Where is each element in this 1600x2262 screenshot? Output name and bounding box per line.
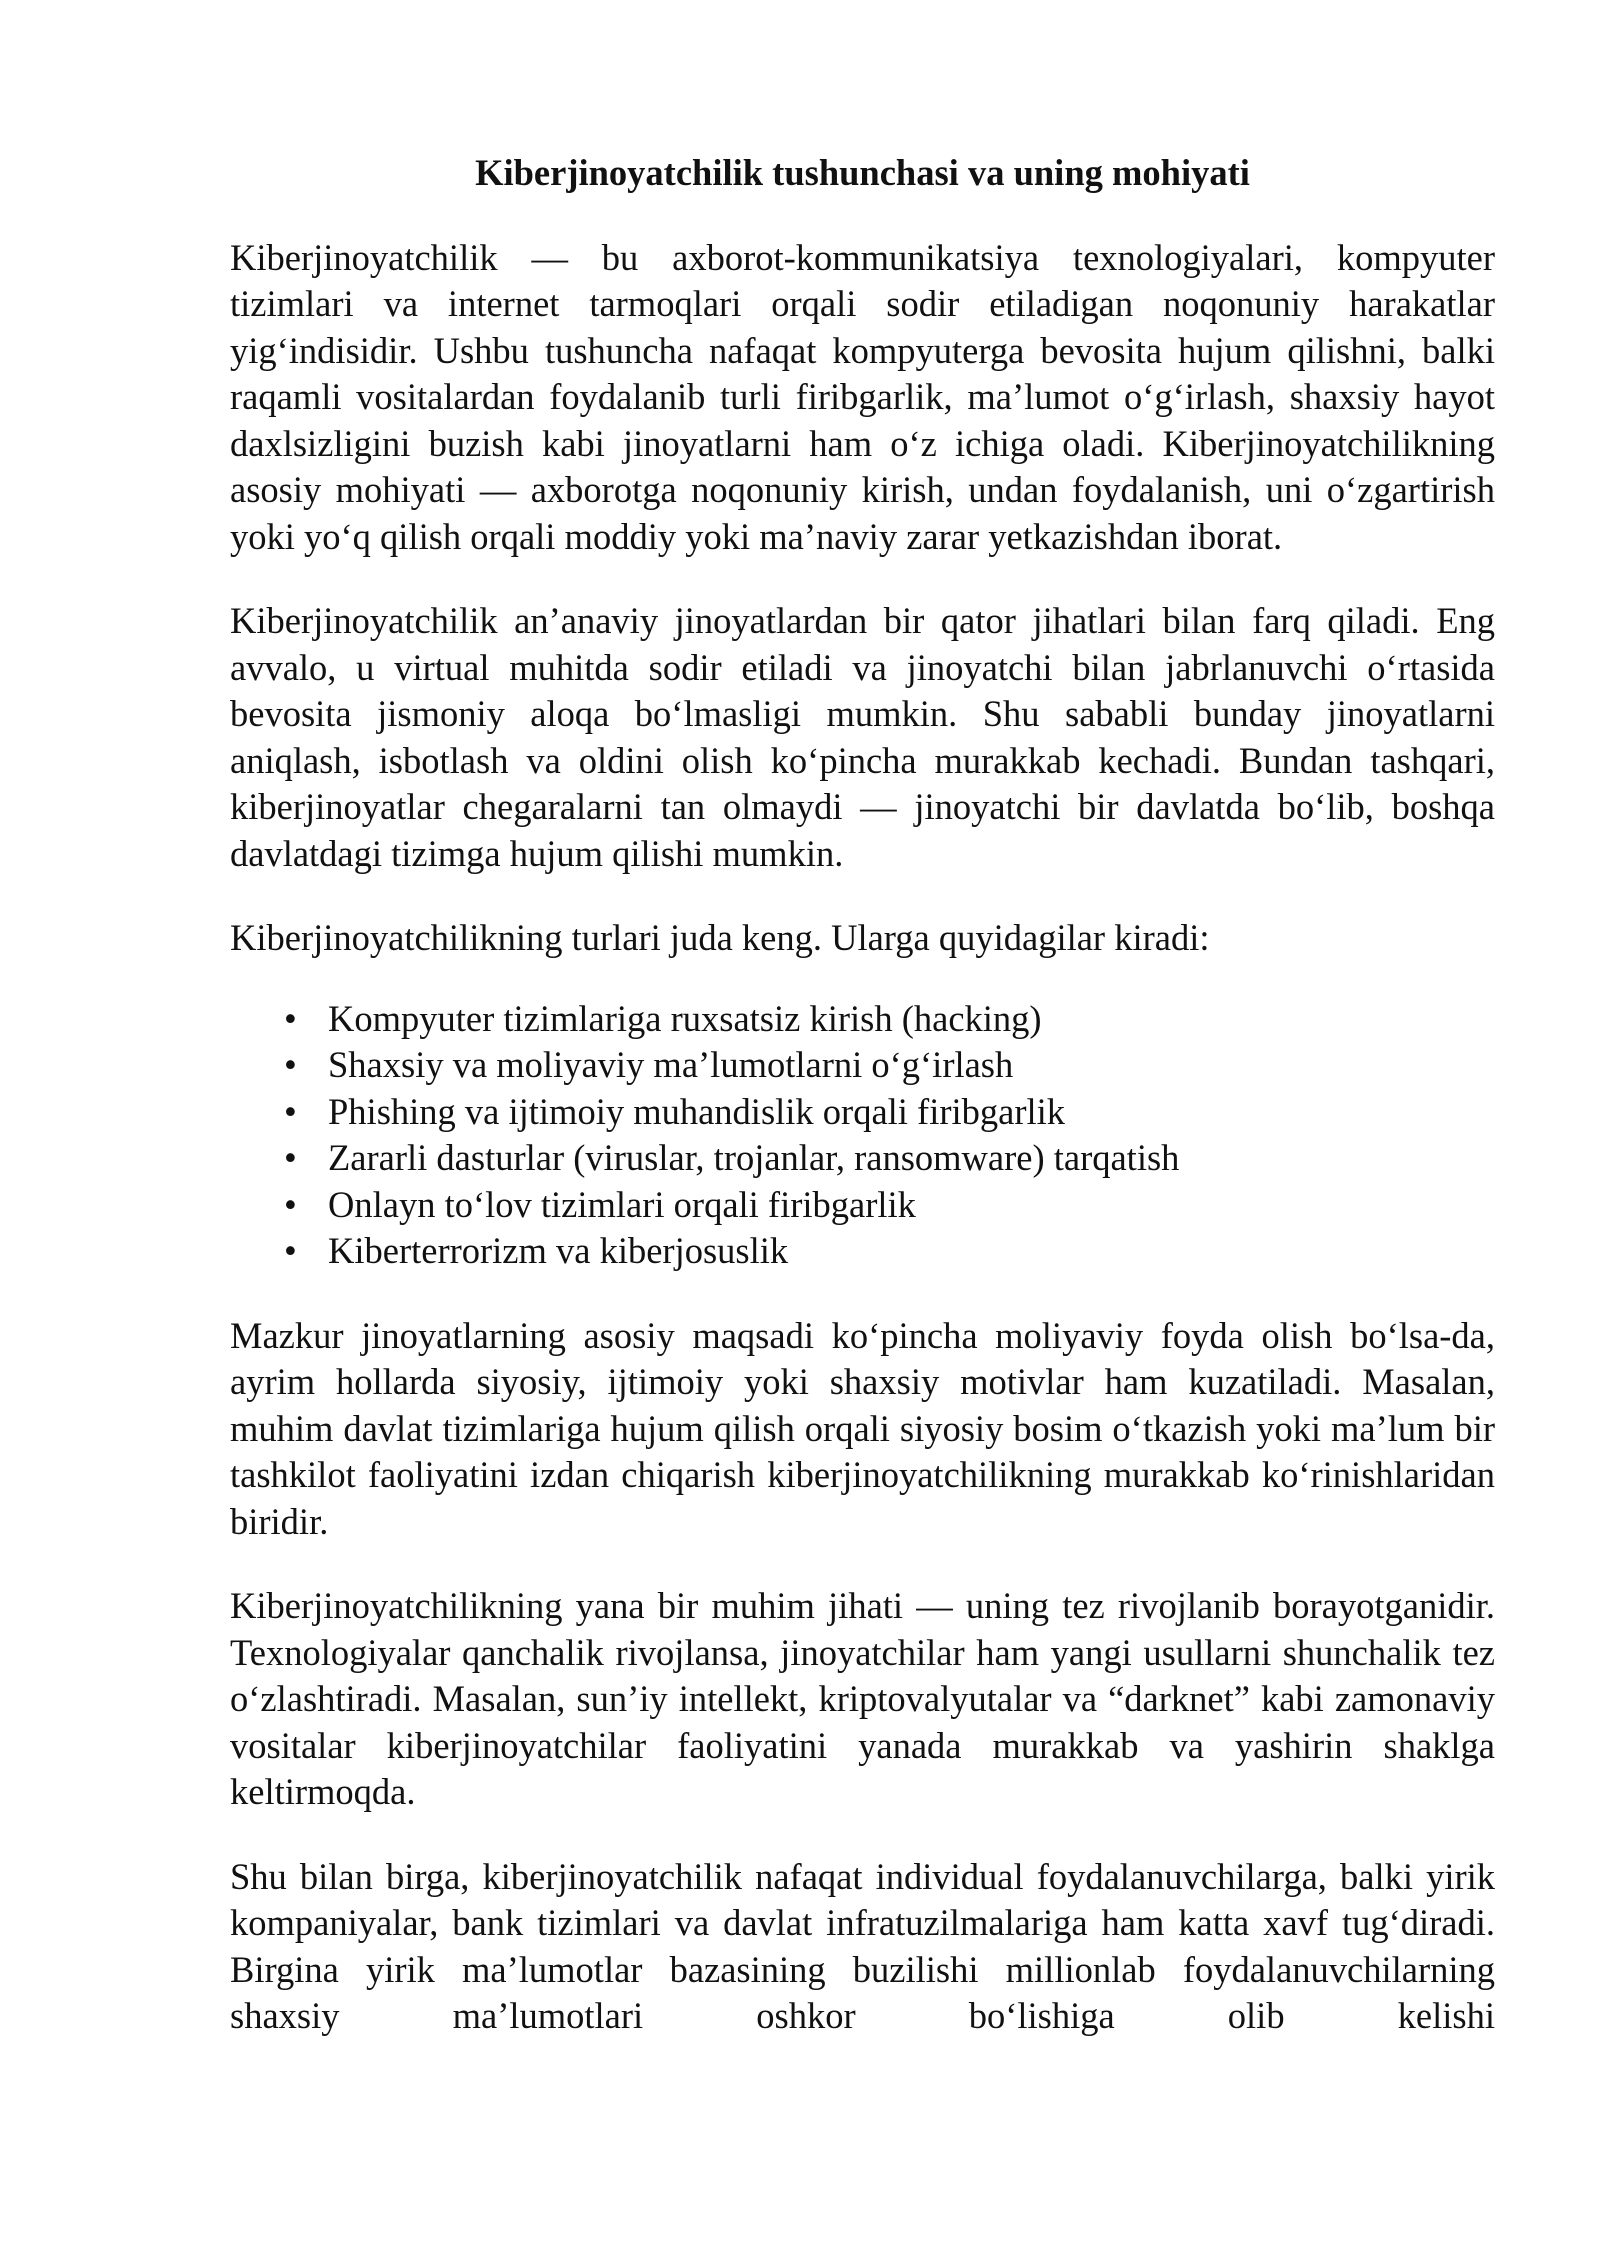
bullet-icon: •	[284, 1230, 297, 1271]
list-item-text: Kiberterrorizm va kiberjosuslik	[328, 1230, 789, 1271]
list-item-text: Shaxsiy va moliyaviy ma’lumotlarni o‘g‘irlash	[328, 1044, 1014, 1085]
document-page	[230, 150, 1495, 2040]
list-item-text: Phishing va ijtimoiy muhandislik orqali firibgarlik	[328, 1090, 1066, 1132]
paragraph-types-intro: Kiberjinoyatchilikning turlari juda keng. Ularga quyidagilar kiradi:	[230, 917, 1210, 958]
bullet-icon: •	[284, 1090, 297, 1132]
list-item-text: Onlayn to‘lov tizimlari orqali firibgarlik	[328, 1183, 916, 1225]
bullet-icon: •	[284, 997, 297, 1039]
bullet-icon: •	[284, 1137, 297, 1178]
list-item-text: Kompyuter tizimlariga ruxsatsiz kirish (hacking)	[328, 997, 1042, 1039]
list-item	[230, 996, 1495, 1043]
paragraph-rapid-development: Kiberjinoyatchilikning yana bir muhim jihati — uning tez rivojlanib borayotganidir. Texnologiyalar qanchalik rivojlansa, jinoyatchilar ham yangi usullarni shunchalik tez o‘zlashtiradi. Masalan, sun’iy intellekt, kriptovalyutalar va “darknet” kabi zamonaviy vositalar kiberjinoyatchilar faoliyatini yanada murakkab va yashirin shaklga keltirmoqda.	[230, 1585, 1495, 1812]
paragraph-threats: Shu bilan birga, kiberjinoyatchilik nafaqat individual foydalanuvchilarga, balki yirik kompaniyalar, bank tizimlari va davlat infratuzilmalariga ham katta xavf tug‘diradi. Birgina yirik ma’lumotlar bazasining buzilishi millionlab foydalanuvchilarning shaxsiy ma’lumotlari oshkor bo‘lishiga olib kelishi	[230, 1855, 1495, 2036]
list-item	[230, 1042, 1495, 1089]
crime-types-list	[230, 996, 1495, 1275]
list-item	[230, 1089, 1495, 1136]
list-item	[230, 1182, 1495, 1229]
paragraph-definition: Kiberjinoyatchilik — bu axborot-kommunikatsiya texnologiyalari, kompyuter tizimlari va internet tarmoqlari orqali sodir etiladigan noqonuniy harakatlar yig‘indisidir. Ushbu tushuncha nafaqat kompyuterga bevosita hujum qilishni, balki raqamli vositalardan foydalanib turli firibgarlik, ma’lumot o‘g‘irlash, shaxsiy hayot daxlsizligini buzish kabi jinoyatlarni ham o‘z ichiga oladi. Kiberjinoyatchilikning asosiy mohiyati — axborotga noqonuniy kirish, undan foydalanish, uni o‘zgartirish yoki yo‘q qilish orqali moddiy yoki ma’naviy zarar yetkazishdan iborat.	[230, 236, 1495, 557]
bullet-icon: •	[284, 1044, 297, 1085]
list-item	[230, 1135, 1495, 1182]
paragraph-differences: Kiberjinoyatchilik an’anaviy jinoyatlardan bir qator jihatlari bilan farq qiladi. Eng avvalo, u virtual muhitda sodir etiladi va jinoyatchi bilan jabrlanuvchi o‘rtasida bevosita jismoniy aloqa bo‘lmasligi mumkin. Shu sababli bunday jinoyatlarni aniqlash, isbotlash va oldini olish ko‘pincha murakkab kechadi. Bundan tashqari, kiberjinoyatlar chegaralarni tan olmaydi — jinoyatchi bir davlatda bo‘lib, boshqa davlatdagi tizimga hujum qilishi mumkin.	[230, 600, 1495, 874]
list-item-text: Zararli dasturlar (viruslar, trojanlar, ransomware) tarqatish	[328, 1137, 1180, 1178]
bullet-icon: •	[284, 1183, 297, 1225]
list-item	[230, 1228, 1495, 1275]
document-title: Kiberjinoyatchilik tushunchasi va uning mohiyati	[475, 152, 1250, 193]
paragraph-motives: Mazkur jinoyatlarning asosiy maqsadi ko‘pincha moliyaviy foyda olish bo‘lsa-da, ayrim hollarda siyosiy, ijtimoiy yoki shaxsiy motivlar ham kuzatiladi. Masalan, muhim davlat tizimlariga hujum qilish orqali siyosiy bosim o‘tkazish yoki ma’lum bir tashkilot faoliyatini izdan chiqarish kiberjinoyatchilikning murakkab ko‘rinishlaridan biridir.	[230, 1314, 1495, 1542]
